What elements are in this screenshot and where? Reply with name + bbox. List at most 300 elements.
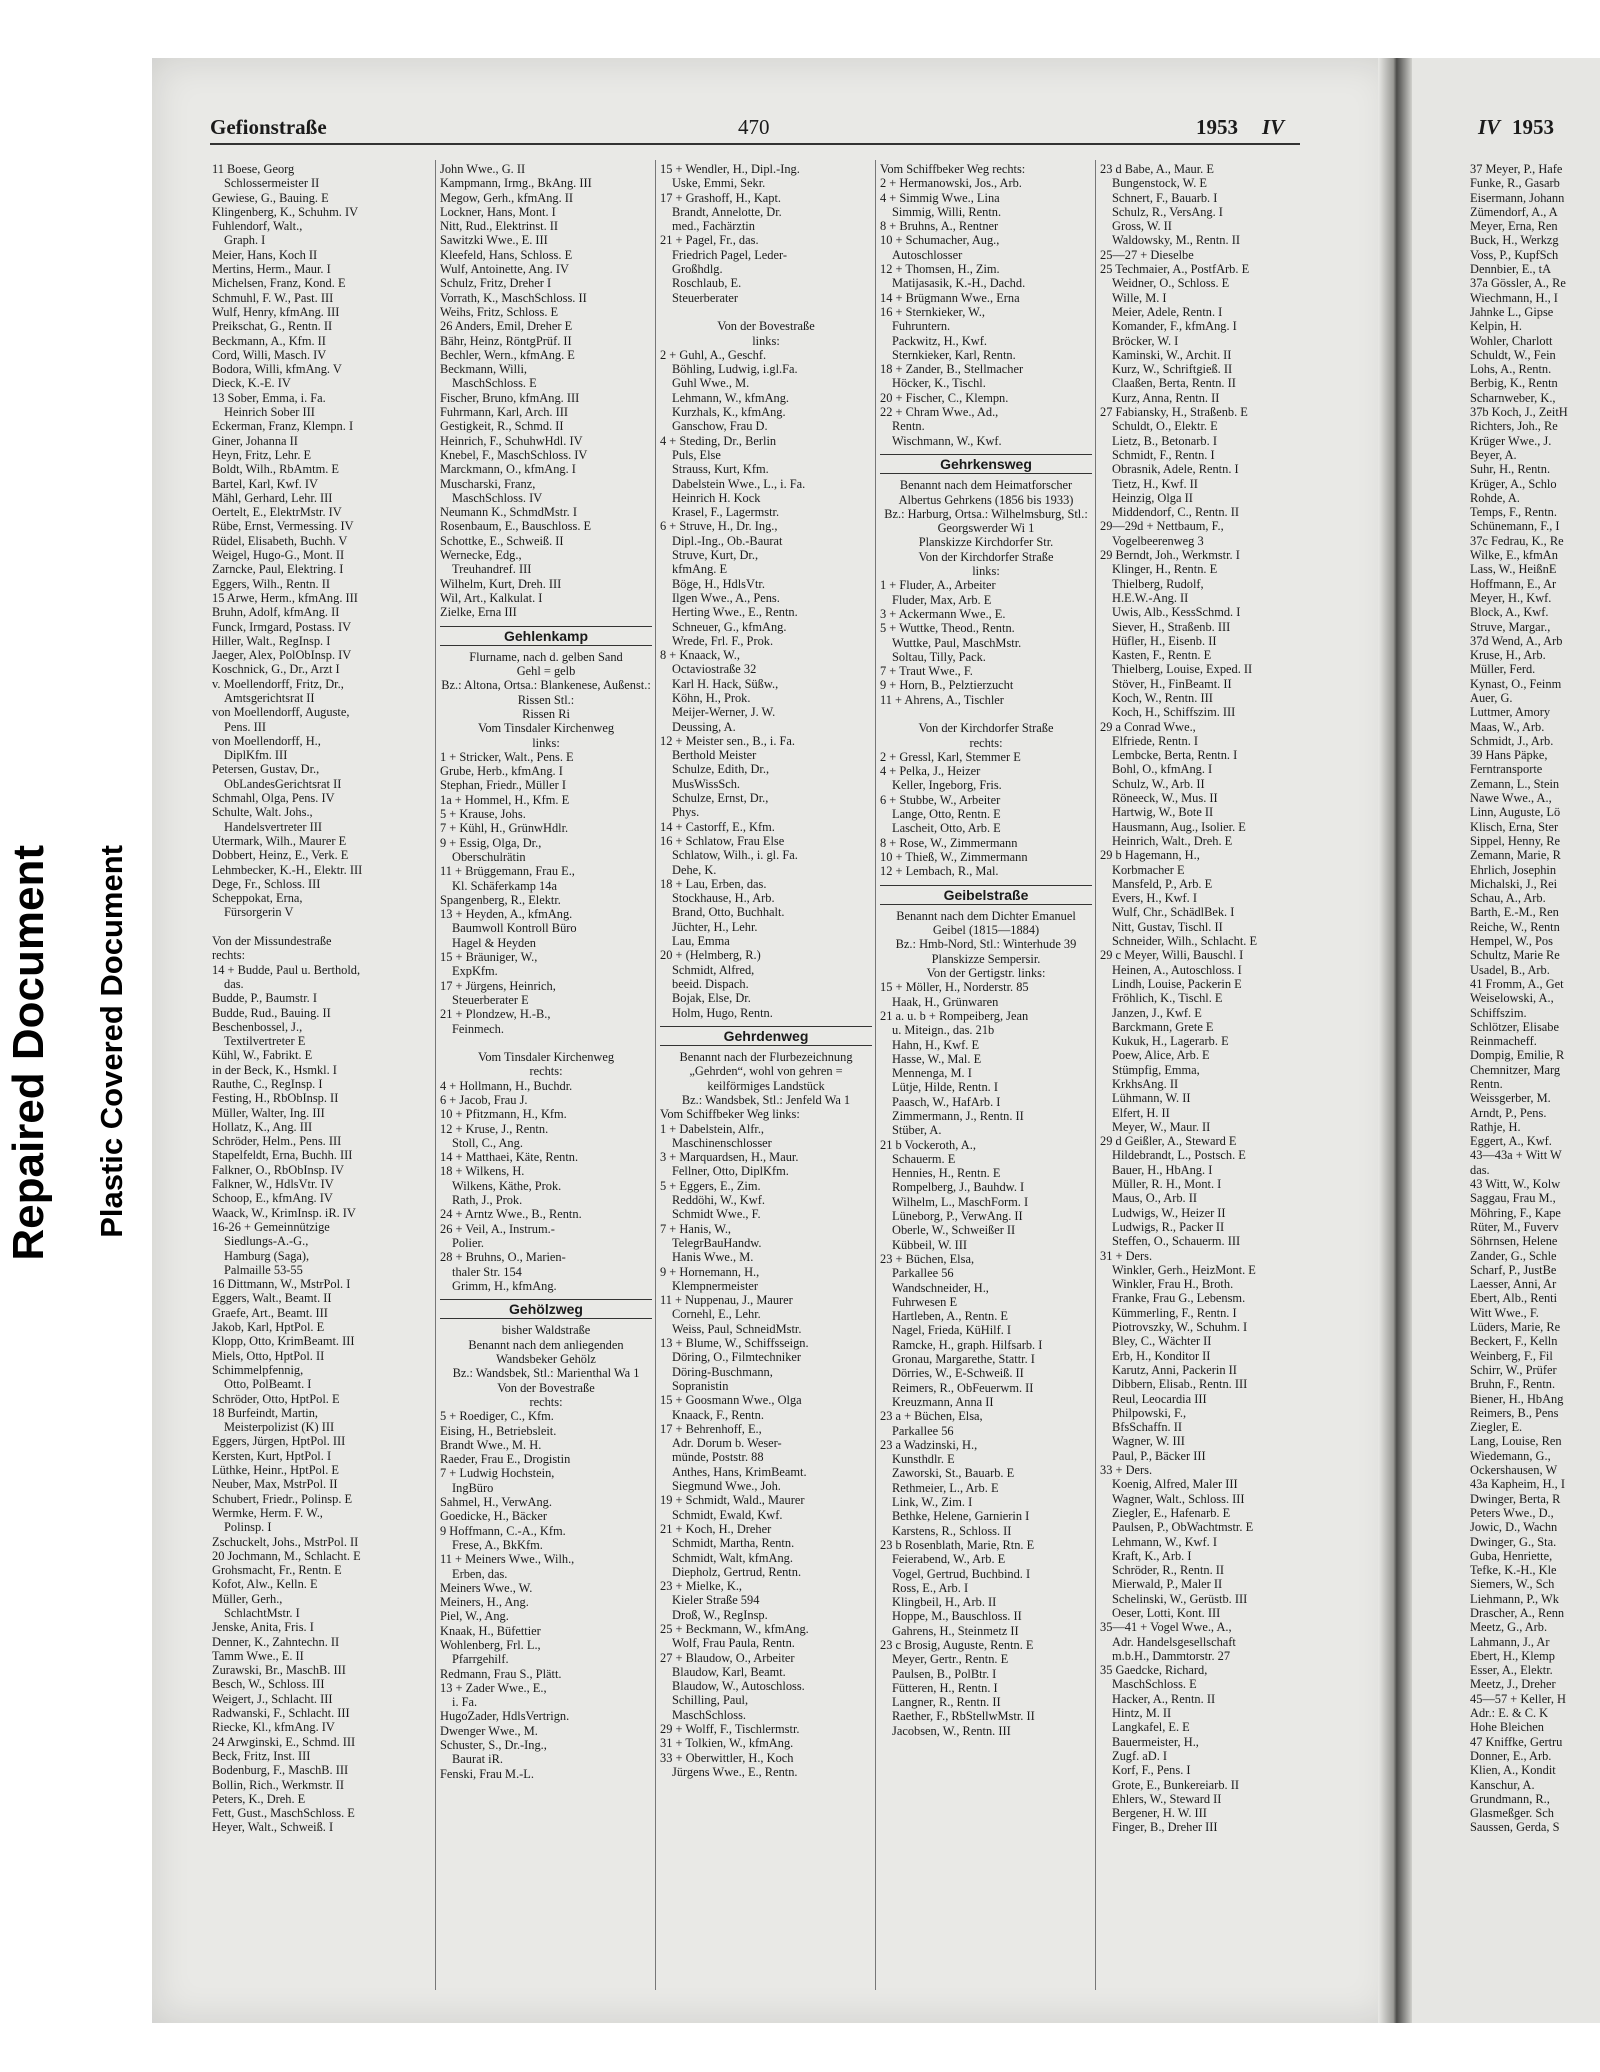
resident-entry: Klinger, H., Rentn. E bbox=[1112, 562, 1218, 577]
resident-entry: Hüfler, H., Eisenb. II bbox=[1112, 633, 1217, 648]
resident-entry: Kanschur, A. bbox=[1470, 1777, 1535, 1792]
house-entry: Weigel, Hugo-G., Mont. II bbox=[212, 548, 345, 563]
resident-entry: u. Miteign., das. 21b bbox=[892, 1023, 995, 1038]
house-entry: 27 + Blaudow, O., Arbeiter bbox=[660, 1650, 795, 1665]
resident-entry: Holm, Hugo, Rentn. bbox=[672, 1005, 773, 1020]
resident-entry: Lehmann, W., Kwf. I bbox=[1112, 1534, 1217, 1549]
resident-entry: Siedlungs-A.-G., bbox=[224, 1234, 309, 1249]
resident-entry: Söhrnsen, Helene bbox=[1470, 1234, 1558, 1249]
house-entry: Denner, K., Zahntechn. II bbox=[212, 1634, 340, 1649]
resident-entry: Röneeck, W., Mus. II bbox=[1112, 791, 1218, 806]
house-entry: 23 c Brosig, Auguste, Rentn. E bbox=[880, 1637, 1034, 1652]
house-entry: Graefe, Art., Beamt. III bbox=[212, 1305, 328, 1320]
resident-entry: Mansfeld, P., Arb. E bbox=[1112, 876, 1213, 891]
house-entry: Rosenbaum, E., Bauschloss. E bbox=[440, 519, 592, 534]
resident-entry: Rethmeier, L., Arb. E bbox=[892, 1480, 999, 1495]
house-entry: Sahmel, H., VerwAng. bbox=[440, 1495, 552, 1510]
street-note: rechts: bbox=[969, 735, 1003, 750]
house-entry: 21 b Vockeroth, A., bbox=[880, 1137, 976, 1152]
column-divider bbox=[655, 160, 656, 1990]
house-entry: Miels, Otto, HptPol. II bbox=[212, 1348, 325, 1363]
resident-entry: Dörries, W., E-Schweiß. II bbox=[892, 1366, 1024, 1381]
house-entry: Piel, W., Ang. bbox=[440, 1609, 509, 1624]
house-entry: Muscharski, Franz, bbox=[440, 476, 536, 491]
house-entry: 9 + Essig, Olga, Dr., bbox=[440, 835, 542, 850]
resident-entry: Lass, W., HeißnE bbox=[1470, 562, 1557, 577]
house-entry: Neuber, Max, MstrPol. II bbox=[212, 1477, 338, 1492]
resident-entry: Ferntransporte bbox=[1470, 762, 1543, 777]
house-entry: Kühl, W., Fabrikt. E bbox=[212, 1048, 313, 1063]
house-entry: 18 Burfeindt, Martin, bbox=[212, 1405, 318, 1420]
house-entry: 10 + Schumacher, Aug., bbox=[880, 233, 1000, 248]
resident-entry: Gahrens, H., Steinmetz II bbox=[892, 1623, 1019, 1638]
street-note: Planskizze Sempersir. bbox=[931, 951, 1041, 966]
house-entry: 11 Boese, Georg bbox=[212, 162, 295, 176]
resident-entry: Dompig, Emilie, R bbox=[1470, 1048, 1565, 1063]
resident-entry: Hintz, M. II bbox=[1112, 1706, 1172, 1721]
resident-entry: Rathje, H. bbox=[1470, 1119, 1521, 1134]
house-entry: 1 + Dabelstein, Alfr., bbox=[660, 1121, 765, 1136]
resident-entry: Pens. III bbox=[224, 719, 266, 734]
house-entry: 15 + Bräuniger, W., bbox=[440, 950, 538, 965]
resident-entry: Karutz, Anni, Packerin II bbox=[1112, 1362, 1237, 1377]
house-entry: 24 + Arntz Wwe., B., Rentn. bbox=[440, 1207, 582, 1222]
resident-entry: Koch, W., Rentn. III bbox=[1112, 690, 1213, 705]
resident-entry: Jüchter, H., Lehr. bbox=[672, 919, 758, 934]
resident-entry: Winkler, Frau H., Broth. bbox=[1112, 1277, 1234, 1292]
resident-entry: Schmidt, J., Arb. bbox=[1470, 733, 1554, 748]
house-entry: Jaeger, Alex, PolObInsp. IV bbox=[212, 648, 352, 663]
resident-entry: Franke, Frau G., Lebensm. bbox=[1112, 1291, 1246, 1306]
house-entry: 29 c Meyer, Willi, Bauschl. I bbox=[1100, 948, 1244, 963]
resident-entry: Dehe, K. bbox=[672, 862, 717, 877]
resident-entry: Fellner, Otto, DiplKfm. bbox=[672, 1164, 789, 1179]
house-entry: Jenske, Anita, Fris. I bbox=[212, 1620, 314, 1635]
house-entry: Zurawski, Br., MaschB. III bbox=[212, 1663, 346, 1678]
resident-entry: das. bbox=[224, 976, 244, 991]
resident-entry: Schelinski, W., Gerüstb. III bbox=[1112, 1591, 1248, 1606]
resident-entry: TelegrBauHandw. bbox=[672, 1235, 762, 1250]
resident-entry: Usadel, B., Arb. bbox=[1470, 962, 1550, 977]
resident-entry: KrkhsAng. II bbox=[1112, 1077, 1179, 1091]
resident-entry: Schmidt, Walt, kfmAng. bbox=[672, 1550, 793, 1565]
street-note: Von der Bovestraße bbox=[717, 319, 815, 334]
resident-entry: Lau, Emma bbox=[672, 934, 730, 949]
resident-entry: Kaminski, W., Archit. II bbox=[1112, 347, 1232, 362]
resident-entry: Blaudow, W., Autoschloss. bbox=[672, 1679, 805, 1694]
resident-entry: Oberle, W., Schweißer II bbox=[892, 1223, 1016, 1238]
resident-entry: Hempel, W., Pos bbox=[1470, 934, 1553, 949]
house-entry: Heinrich, F., SchuhwHdl. IV bbox=[440, 433, 583, 448]
house-entry: Hiller, Walt., RegInsp. I bbox=[212, 633, 331, 648]
house-entry: 28 + Bruhns, O., Marien- bbox=[440, 1250, 566, 1265]
house-entry: 5 + Krause, Johs. bbox=[440, 807, 526, 822]
resident-entry: Weidner, O., Schloss. E bbox=[1112, 276, 1230, 291]
resident-entry: Meisterpolizist (K) III bbox=[224, 1420, 335, 1435]
resident-entry: Heinrich H. Kock bbox=[672, 490, 761, 505]
resident-entry: Paulsen, P., ObWachtmstr. E bbox=[1112, 1520, 1254, 1535]
house-entry: Eckerman, Franz, Klempn. I bbox=[212, 419, 354, 434]
resident-entry: ObLandesGerichtsrat II bbox=[224, 776, 342, 791]
volume-header: IV bbox=[1262, 115, 1285, 139]
house-entry: 5 + Eggers, E., Zim. bbox=[660, 1178, 761, 1193]
resident-entry: Langner, R., Rentn. II bbox=[892, 1695, 1001, 1710]
resident-entry: Jürgens Wwe., E., Rentn. bbox=[672, 1764, 798, 1779]
resident-entry: Matijasasik, K.-H., Dachd. bbox=[892, 276, 1026, 291]
resident-entry: Stümpfig, Emma, bbox=[1112, 1062, 1200, 1077]
resident-entry: Hennies, H., Rentn. E bbox=[892, 1166, 1001, 1181]
resident-entry: Barckmann, Grete E bbox=[1112, 1019, 1214, 1034]
house-entry: Schuster, S., Dr.-Ing., bbox=[440, 1738, 547, 1753]
house-entry: Lüthke, Heinr., HptPol. E bbox=[212, 1463, 339, 1478]
resident-entry: Berbig, K., Rentn bbox=[1470, 376, 1558, 391]
house-entry: 25 Techmaier, A., PostfArb. E bbox=[1100, 262, 1250, 277]
resident-entry: Schilling, Paul, bbox=[672, 1693, 749, 1708]
resident-entry: Ilgen Wwe., A., Pens. bbox=[672, 590, 780, 605]
resident-entry: Ziegler, E. bbox=[1470, 1420, 1523, 1435]
house-entry: 1 + Fluder, A., Arbeiter bbox=[880, 578, 996, 593]
house-entry: 26 Anders, Emil, Dreher E bbox=[440, 319, 573, 334]
resident-entry: Schlötzer, Elisabe bbox=[1470, 1019, 1559, 1034]
resident-entry: Meyer, W., Maur. II bbox=[1112, 1119, 1211, 1134]
resident-entry: Dipl.-Ing., Ob.-Baurat bbox=[672, 533, 783, 548]
resident-entry: Phys. bbox=[672, 805, 700, 820]
resident-entry: Bley, C., Wächter II bbox=[1112, 1334, 1212, 1349]
street-note: Von der Bovestraße bbox=[497, 1380, 595, 1395]
resident-entry: Schuldt, O., Elektr. E bbox=[1112, 419, 1218, 434]
house-entry: 7 + Hanis, W., bbox=[660, 1221, 732, 1236]
resident-entry: Wolf, Frau Paula, Rentn. bbox=[672, 1636, 795, 1651]
house-entry: 26 + Veil, A., Instrum.- bbox=[440, 1221, 555, 1236]
street-note: rechts: bbox=[529, 1394, 563, 1409]
resident-entry: Otto, PolBeamt. I bbox=[224, 1377, 312, 1392]
house-entry: 37c Fedrau, K., Re bbox=[1470, 533, 1564, 548]
house-entry: Weigert, J., Schlacht. III bbox=[212, 1691, 333, 1706]
resident-entry: Zimmermann, J., Rentn. II bbox=[892, 1109, 1024, 1123]
resident-entry: Polier. bbox=[452, 1235, 485, 1250]
resident-entry: Krüger, A., Schlo bbox=[1470, 476, 1557, 491]
house-entry: Fett, Gust., MaschSchloss. E bbox=[212, 1806, 355, 1821]
resident-entry: MusWissSch. bbox=[672, 776, 741, 791]
resident-entry: Hildebrandt, L., Postsch. E bbox=[1112, 1148, 1246, 1163]
house-entry: 17 + Jürgens, Heinrich, bbox=[440, 978, 556, 993]
house-entry: 41 Fromm, A., Get bbox=[1470, 976, 1564, 991]
resident-entry: Temps, F., Rentn. bbox=[1470, 505, 1557, 520]
house-entry: 22 + Chram Wwe., Ad., bbox=[880, 405, 999, 420]
resident-entry: kfmAng. E bbox=[672, 562, 728, 577]
resident-entry: Struve, Kurt, Dr., bbox=[672, 548, 759, 563]
street-heading: Gehlenkamp bbox=[440, 626, 652, 646]
resident-entry: Ehrlich, Josephin bbox=[1470, 862, 1557, 877]
house-entry: Bechler, Wern., kfmAng. E bbox=[440, 347, 575, 362]
resident-entry: Dwinger, G., Sta. bbox=[1470, 1534, 1557, 1549]
house-entry: 4 + Pelka, J., Heizer bbox=[880, 764, 981, 779]
resident-entry: Fuhrwesen E bbox=[892, 1294, 958, 1309]
house-entry: Beckmann, A., Kfm. II bbox=[212, 333, 326, 348]
street-note: Vom Tinsdaler Kirchenweg bbox=[477, 1050, 615, 1065]
house-entry: Spangenberg, R., Elektr. bbox=[440, 892, 561, 907]
house-entry: 7 + Kühl, H., GrünwHdlr. bbox=[440, 821, 569, 836]
resident-entry: Weissgerber, M. bbox=[1470, 1091, 1551, 1106]
resident-entry: med., Fachärztin bbox=[672, 219, 755, 234]
resident-entry: Wagner, Walt., Schloss. III bbox=[1112, 1491, 1245, 1506]
resident-entry: Meyer, H., Kwf. bbox=[1470, 590, 1552, 605]
house-entry: Grube, Herb., kfmAng. I bbox=[440, 764, 563, 779]
resident-entry: Evers, H., Kwf. I bbox=[1112, 891, 1197, 906]
resident-entry: Rüter, M., Fuverv bbox=[1470, 1219, 1559, 1234]
resident-entry: Beyer, A. bbox=[1470, 447, 1517, 462]
resident-entry: Winkler, Gerh., HeizMont. E bbox=[1112, 1262, 1256, 1277]
house-entry: in der Beck, K., Hsmkl. I bbox=[212, 1062, 337, 1077]
resident-entry: MaschSchloss. IV bbox=[452, 490, 543, 505]
resident-entry: Palmaille 53-55 bbox=[224, 1262, 303, 1277]
resident-entry: Steuerberater bbox=[672, 290, 739, 305]
resident-entry: Lüders, Marie, Re bbox=[1470, 1320, 1561, 1335]
resident-entry: Ross, E., Arb. I bbox=[892, 1580, 969, 1595]
house-entry: 5 + Wuttke, Theod., Rentn. bbox=[880, 621, 1015, 636]
house-entry: Schröder, Otto, HptPol. E bbox=[212, 1391, 340, 1406]
directory-column-2 bbox=[440, 162, 652, 1781]
house-entry: 23 + Mielke, K., bbox=[660, 1579, 743, 1594]
resident-entry: Obrasnik, Adele, Rentn. I bbox=[1112, 462, 1239, 477]
resident-entry: Baumwoll Kontroll Büro bbox=[452, 921, 577, 936]
house-entry: 8 + Bruhns, A., Rentner bbox=[880, 219, 999, 234]
resident-entry: Dennbier, E., tA bbox=[1470, 262, 1552, 277]
resident-entry: Stüber, A. bbox=[892, 1123, 942, 1138]
house-entry: 12 + Kruse, J., Rentn. bbox=[440, 1121, 549, 1136]
resident-entry: Müller, R. H., Mont. I bbox=[1112, 1177, 1222, 1192]
resident-entry: Adr. Handelsgesellschaft bbox=[1112, 1634, 1236, 1649]
resident-entry: Rentn. bbox=[1470, 1077, 1503, 1091]
resident-entry: Köhn, H., Prok. bbox=[672, 690, 751, 705]
resident-entry: Hartleben, A., Rentn. E bbox=[892, 1309, 1008, 1324]
resident-entry: Droß, W., RegInsp. bbox=[672, 1607, 768, 1622]
resident-entry: Schmidt Wwe., F. bbox=[672, 1207, 761, 1222]
house-entry: Waack, W., KrimInsp. iR. IV bbox=[212, 1205, 356, 1220]
house-entry: von Moellendorff, Auguste, bbox=[212, 705, 350, 720]
resident-entry: Heinen, A., Autoschloss. I bbox=[1112, 962, 1242, 977]
resident-entry: Thielberg, Rudolf, bbox=[1112, 576, 1204, 591]
header-rule bbox=[210, 143, 1300, 145]
resident-entry: Hartwig, W., Bote II bbox=[1112, 805, 1214, 820]
resident-entry: Schlossermeister II bbox=[224, 176, 320, 191]
house-entry: Rübe, Ernst, Vermessing. IV bbox=[212, 519, 354, 534]
house-entry: 15 Arwe, Herm., kfmAng. III bbox=[212, 590, 358, 605]
house-entry: Giner, Johanna II bbox=[212, 433, 298, 448]
resident-entry: Claaßen, Berta, Rentn. II bbox=[1112, 376, 1236, 391]
house-entry: John Wwe., G. II bbox=[440, 162, 526, 176]
resident-entry: Hasse, W., Mal. E bbox=[892, 1051, 982, 1066]
house-entry: Besch, W., Schloss. III bbox=[212, 1677, 325, 1692]
resident-entry: Schulz, R., VersAng. I bbox=[1112, 204, 1223, 219]
resident-entry: Frese, A., BkKfm. bbox=[452, 1537, 543, 1552]
house-entry: Heyer, Walt., Schweiß. I bbox=[212, 1820, 334, 1835]
street-note: Bz.: Hmb-Nord, Stl.: Winterhude 39 bbox=[895, 937, 1077, 952]
resident-entry: Michalski, J., Rei bbox=[1470, 876, 1558, 891]
resident-entry: Blaudow, Karl, Beamt. bbox=[672, 1664, 786, 1679]
resident-entry: Meetz, J., Dreher bbox=[1470, 1677, 1556, 1692]
house-entry: Wernecke, Edg., bbox=[440, 548, 522, 563]
house-entry: 31 + Ders. bbox=[1100, 1248, 1153, 1263]
resident-entry: Brand, Otto, Buchhalt. bbox=[672, 905, 785, 920]
resident-entry: Steffen, O., Schauerm. III bbox=[1112, 1234, 1241, 1249]
resident-entry: Beckert, F., Kelln bbox=[1470, 1334, 1558, 1349]
house-entry: 37b Koch, J., ZeitH bbox=[1470, 405, 1568, 420]
house-entry: Rauthe, C., RegInsp. I bbox=[212, 1077, 323, 1091]
resident-entry: Meijer-Werner, J. W. bbox=[672, 705, 776, 720]
resident-entry: Eisermann, Johann bbox=[1470, 190, 1565, 205]
house-entry: Mähl, Gerhard, Lehr. III bbox=[212, 490, 333, 505]
house-entry: 17 + Behrenhoff, E., bbox=[660, 1421, 762, 1436]
resident-entry: Reddöhi, W., Kwf. bbox=[672, 1193, 765, 1208]
page-number: 470 bbox=[738, 115, 770, 139]
house-entry: 13 + Blume, W., Schiffsseign. bbox=[660, 1336, 809, 1351]
resident-entry: Wagner, W. III bbox=[1112, 1434, 1185, 1449]
house-entry: Schimmelpfennig, bbox=[212, 1362, 304, 1377]
house-entry: Müller, Gerh., bbox=[212, 1591, 283, 1606]
resident-entry: Schneuer, G., kfmAng. bbox=[672, 619, 787, 634]
resident-entry: Saggau, Frau M., bbox=[1470, 1191, 1556, 1206]
resident-entry: Wandschneider, H., bbox=[892, 1280, 989, 1295]
resident-entry: Zander, G., Schle bbox=[1470, 1248, 1557, 1263]
house-entry: Vom Schiffbeker Weg rechts: bbox=[880, 162, 1026, 176]
resident-entry: Link, W., Zim. I bbox=[892, 1495, 973, 1510]
resident-entry: Lühmann, W. II bbox=[1112, 1091, 1191, 1106]
house-entry: Eggers, Jürgen, HptPol. III bbox=[212, 1434, 346, 1449]
resident-entry: Kurzhals, K., kfmAng. bbox=[672, 405, 786, 420]
resident-entry: Rohde, A. bbox=[1470, 490, 1520, 505]
resident-entry: Schmidt, Ewald, Kwf. bbox=[672, 1507, 783, 1522]
resident-entry: Sternkieker, Karl, Rentn. bbox=[892, 347, 1016, 362]
resident-entry: Glasmeßger. Sch bbox=[1470, 1806, 1554, 1821]
street-heading: Gehölzweg bbox=[440, 1299, 652, 1319]
house-entry: 23 d Babe, A., Maur. E bbox=[1100, 162, 1214, 176]
house-entry: 1 + Stricker, Walt., Pens. E bbox=[440, 749, 574, 764]
house-entry: HugoZader, HdlsVertrign. bbox=[440, 1709, 570, 1724]
resident-entry: Stockhause, H., Arb. bbox=[672, 891, 775, 906]
house-entry: 21 + Koch, H., Dreher bbox=[660, 1521, 772, 1536]
house-entry: 29 a Conrad Wwe., bbox=[1100, 719, 1196, 734]
resident-entry: Barth, E.-M., Ren bbox=[1470, 905, 1559, 920]
resident-entry: Dwinger, Berta, R bbox=[1470, 1491, 1561, 1506]
resident-entry: Schuldt, W., Fein bbox=[1470, 347, 1556, 362]
resident-entry: Funke, R., Gasarb bbox=[1470, 176, 1560, 191]
resident-entry: Autoschlosser bbox=[892, 247, 963, 262]
resident-entry: Guba, Henriette, bbox=[1470, 1548, 1553, 1563]
resident-entry: Fluder, Max, Arb. E bbox=[892, 592, 992, 607]
resident-entry: Hoppe, M., Bauschloss. II bbox=[892, 1609, 1022, 1624]
street-heading: Gehrkensweg bbox=[880, 454, 1092, 474]
resident-entry: Hohe Bleichen bbox=[1470, 1720, 1544, 1735]
resident-entry: Vogel, Gertrud, Buchbind. I bbox=[892, 1566, 1031, 1581]
resident-entry: Ehlers, W., Steward II bbox=[1112, 1791, 1222, 1806]
resident-entry: Hausmann, Aug., Isolier. E bbox=[1112, 819, 1246, 834]
resident-entry: Siegmund Wwe., Joh. bbox=[672, 1479, 781, 1494]
resident-entry: Raether, F., RbStellwMstr. II bbox=[892, 1709, 1035, 1724]
house-entry: 10 + Pfitzmann, H., Kfm. bbox=[440, 1107, 567, 1122]
resident-entry: Linn, Auguste, Lö bbox=[1470, 805, 1561, 820]
resident-entry: Fürsorgerin V bbox=[224, 905, 294, 920]
house-entry: 15 + Wendler, H., Dipl.-Ing. bbox=[660, 162, 800, 176]
resident-entry: Thielberg, Louise, Exped. II bbox=[1112, 662, 1253, 677]
house-entry: Peters, K., Dreh. E bbox=[212, 1791, 306, 1806]
house-entry: 6 + Stubbe, W., Arbeiter bbox=[880, 792, 1001, 807]
resident-entry: Ludwigs, R., Packer II bbox=[1112, 1219, 1225, 1234]
house-entry: 3 + Ackermann Wwe., E. bbox=[880, 606, 1006, 621]
resident-entry: Kübbeil, W. III bbox=[892, 1237, 968, 1252]
resident-entry: beeid. Dispach. bbox=[672, 976, 749, 991]
house-entry: 7 + Ludwig Hochstein, bbox=[440, 1466, 555, 1481]
house-entry: Dege, Fr., Schloss. III bbox=[212, 876, 321, 891]
resident-entry: Schau, A., Arb. bbox=[1470, 891, 1546, 906]
house-entry: Schröder, Helm., Pens. III bbox=[212, 1134, 342, 1149]
house-entry: 2 + Gressl, Karl, Stemmer E bbox=[880, 749, 1021, 764]
house-entry: Klopp, Otto, KrimBeamt. III bbox=[212, 1334, 355, 1349]
house-entry: Bodora, Willi, kfmAng. V bbox=[212, 362, 342, 377]
resident-entry: Grimm, H., kfmAng. bbox=[452, 1278, 557, 1293]
resident-entry: Grundmann, R., bbox=[1470, 1791, 1550, 1806]
resident-entry: Hoffmann, E., Ar bbox=[1470, 576, 1557, 591]
house-entry: Schulz, Fritz, Dreher I bbox=[440, 276, 552, 291]
resident-entry: Komander, F., kfmAng. I bbox=[1112, 319, 1237, 334]
house-entry bbox=[660, 305, 872, 319]
resident-entry: Polinsp. I bbox=[224, 1520, 272, 1535]
resident-entry: Schmidt, Martha, Rentn. bbox=[672, 1536, 795, 1551]
resident-entry: Kraft, K., Arb. I bbox=[1112, 1548, 1192, 1563]
house-entry: Stephan, Friedr., Müller I bbox=[440, 778, 566, 793]
house-entry: Neumann K., SchmdMstr. I bbox=[440, 505, 577, 520]
resident-entry: Schneider, Wilh., Schlacht. E bbox=[1112, 934, 1258, 949]
house-entry: 21 + Pagel, Fr., das. bbox=[660, 233, 759, 248]
resident-entry: Jacobsen, W., Rentn. III bbox=[892, 1723, 1011, 1738]
resident-entry: Lange, Otto, Rentn. E bbox=[892, 807, 1001, 822]
house-entry: Bollin, Rich., Werkmstr. II bbox=[212, 1777, 344, 1792]
house-entry: Utermark, Wilh., Maurer E bbox=[212, 833, 347, 848]
resident-entry: Berthold Meister bbox=[672, 748, 757, 763]
resident-entry: Guhl Wwe., M. bbox=[672, 376, 750, 391]
resident-entry: Treuhandref. III bbox=[452, 562, 532, 577]
resident-entry: ExpKfm. bbox=[452, 964, 498, 979]
resident-entry: Herting Wwe., E., Rentn. bbox=[672, 605, 798, 620]
resident-entry: Feinmech. bbox=[452, 1021, 504, 1036]
house-entry: 16 + Schlatow, Frau Else bbox=[660, 833, 785, 848]
resident-entry: Heinzig, Olga II bbox=[1112, 490, 1193, 505]
resident-entry: Vogelbeerenweg 3 bbox=[1112, 533, 1204, 548]
resident-entry: Großhdlg. bbox=[672, 262, 723, 277]
resident-entry: Uske, Emmi, Sekr. bbox=[672, 176, 766, 191]
house-entry: Schulte, Walt. Johs., bbox=[212, 805, 313, 820]
resident-entry: Kieler Straße 594 bbox=[672, 1593, 760, 1608]
resident-entry: Koenig, Alfred, Maler III bbox=[1112, 1477, 1238, 1492]
resident-entry: Mennenga, M. I bbox=[892, 1066, 972, 1081]
resident-entry: Wulf, Chr., SchädlBek. I bbox=[1112, 905, 1235, 920]
resident-entry: Böge, H., HdlsVtr. bbox=[672, 576, 765, 591]
resident-entry: Höcker, K., Tischl. bbox=[892, 376, 986, 391]
house-entry: Rüdel, Elisabeth, Buchh. V bbox=[212, 533, 348, 548]
house-entry: Goedicke, H., Bäcker bbox=[440, 1509, 547, 1524]
resident-entry: Siever, H., Straßenb. III bbox=[1112, 619, 1231, 634]
resident-entry: Rentn. bbox=[892, 419, 925, 434]
house-entry: Schoop, E., kfmAng. IV bbox=[212, 1191, 333, 1206]
house-entry: 37d Wend, A., Arb bbox=[1470, 633, 1563, 648]
house-entry: 14 + Matthaei, Käte, Rentn. bbox=[440, 1150, 579, 1165]
resident-entry: Maschinenschlosser bbox=[672, 1135, 772, 1150]
resident-entry: Eggert, A., Kwf. bbox=[1470, 1134, 1552, 1149]
house-entry: Bartel, Karl, Kwf. IV bbox=[212, 476, 318, 491]
resident-entry: Fröhlich, K., Tischl. E bbox=[1112, 991, 1223, 1006]
resident-entry: Scharnweber, K., bbox=[1470, 390, 1556, 405]
street-note: links: bbox=[532, 735, 560, 750]
